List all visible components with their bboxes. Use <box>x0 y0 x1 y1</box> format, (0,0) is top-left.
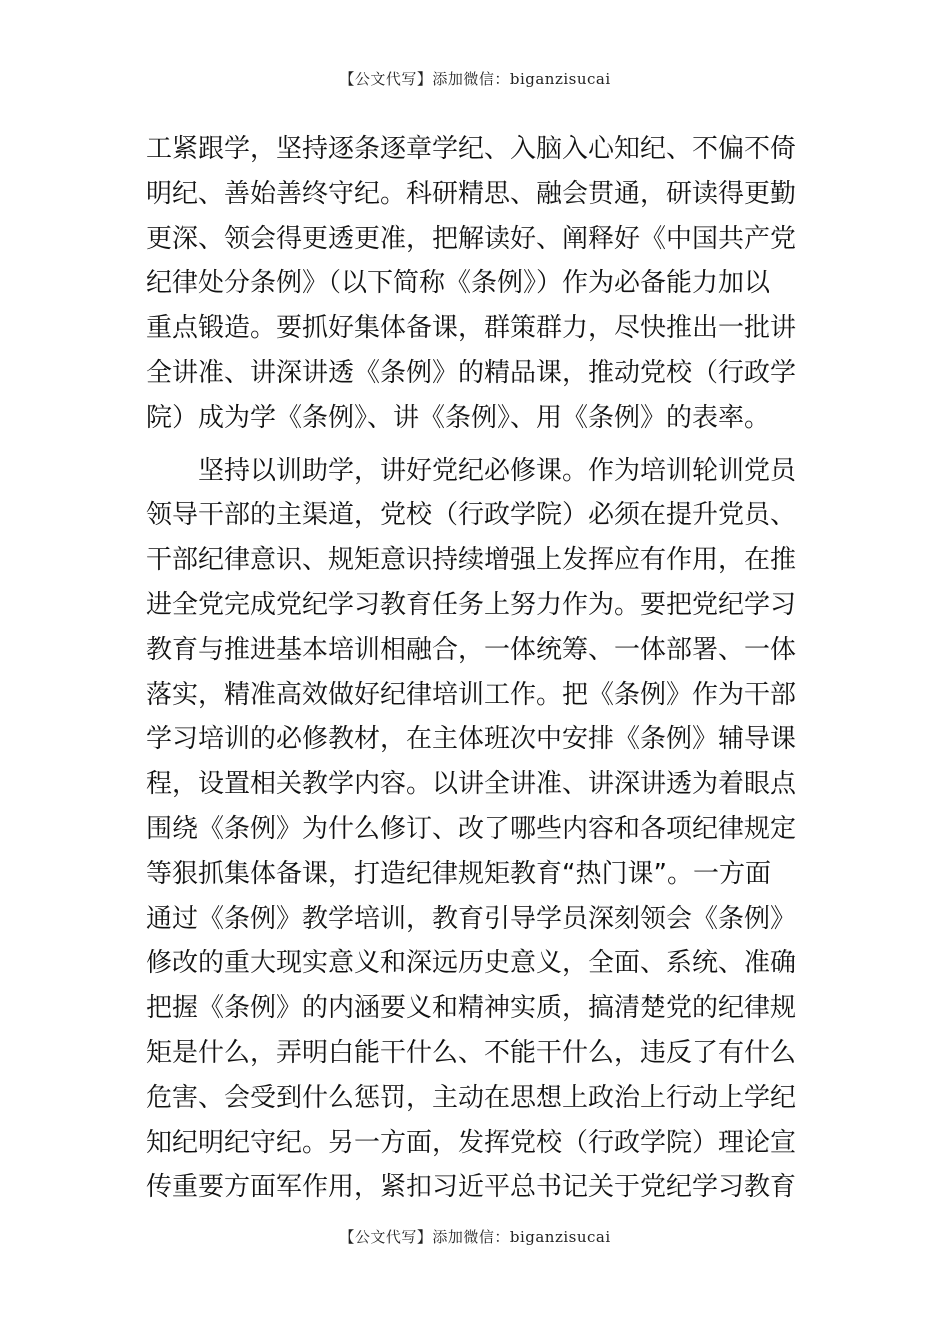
text-line: 围绕《条例》为什么修订、改了哪些内容和各项纪律规定 <box>146 813 797 844</box>
text-line: 修改的重大现实意义和深远历史意义，全面、系统、准确 <box>146 948 797 979</box>
text-line: 更深、领会得更透更准，把解读好、阐释好《中国共产党 <box>146 223 797 254</box>
text-line: 程，设置相关教学内容。以讲全讲准、讲深讲透为着眼点 <box>146 769 797 800</box>
text-line: 重点锻造。要抓好集体备课，群策群力，尽快推出一批讲 <box>146 313 797 344</box>
text-line: 明纪、善始善终守纪。科研精思、融会贯通，研读得更勤 <box>146 178 797 209</box>
paragraph-2 <box>146 449 814 1211</box>
text-line: 教育与推进基本培训相融合，一体统筹、一体部署、一体 <box>146 634 797 665</box>
text-line: 等狠抓集体备课，打造纪律规矩教育“热门课”。一方面 <box>146 858 771 889</box>
text-line: 把握《条例》的内涵要义和精神实质，搞清楚党的纪律规 <box>146 993 797 1024</box>
text-line: 院）成为学《条例》、讲《条例》、用《条例》的表率。 <box>146 402 771 433</box>
page-footer: 【公文代写】添加微信：biganzisucai <box>339 1228 611 1246</box>
document-body <box>146 127 814 1210</box>
text-line: 干部纪律意识、规矩意识持续增强上发挥应有作用，在推 <box>146 545 797 576</box>
text-line: 落实，精准高效做好纪律培训工作。把《条例》作为干部 <box>146 679 797 710</box>
text-line: 工紧跟学，坚持逐条逐章学纪、入脑入心知纪、不偏不倚 <box>146 134 797 164</box>
text-line: 通过《条例》教学培训，教育引导学员深刻领会《条例》 <box>146 903 797 934</box>
text-line: 学习培训的必修教材，在主体班次中安排《条例》辅导课 <box>146 724 797 755</box>
text-line: 领导干部的主渠道，党校（行政学院）必须在提升党员、 <box>146 500 797 531</box>
paragraph-1 <box>146 127 814 441</box>
text-line: 纪律处分条例》（以下简称《条例》）作为必备能力加以 <box>146 268 771 299</box>
text-line: 知纪明纪守纪。另一方面，发挥党校（行政学院）理论宣 <box>146 1127 797 1158</box>
page-header: 【公文代写】添加微信：biganzisucai <box>339 70 611 88</box>
text-line: 全讲准、讲深讲透《条例》的精品课，推动党校（行政学 <box>146 357 797 388</box>
text-line: 进全党完成党纪学习教育任务上努力作为。要把党纪学习 <box>146 589 797 620</box>
paragraph-spacer <box>146 441 814 449</box>
text-line: 危害、会受到什么惩罚，主动在思想上政治上行动上学纪 <box>146 1082 797 1113</box>
text-line: 坚持以训助学，讲好党纪必修课。作为培训轮训党员 <box>146 455 797 486</box>
text-line: 传重要方面军作用，紧扣习近平总书记关于党纪学习教育 <box>146 1172 797 1203</box>
text-line: 矩是什么，弄明白能干什么、不能干什么，违反了有什么 <box>146 1037 797 1068</box>
